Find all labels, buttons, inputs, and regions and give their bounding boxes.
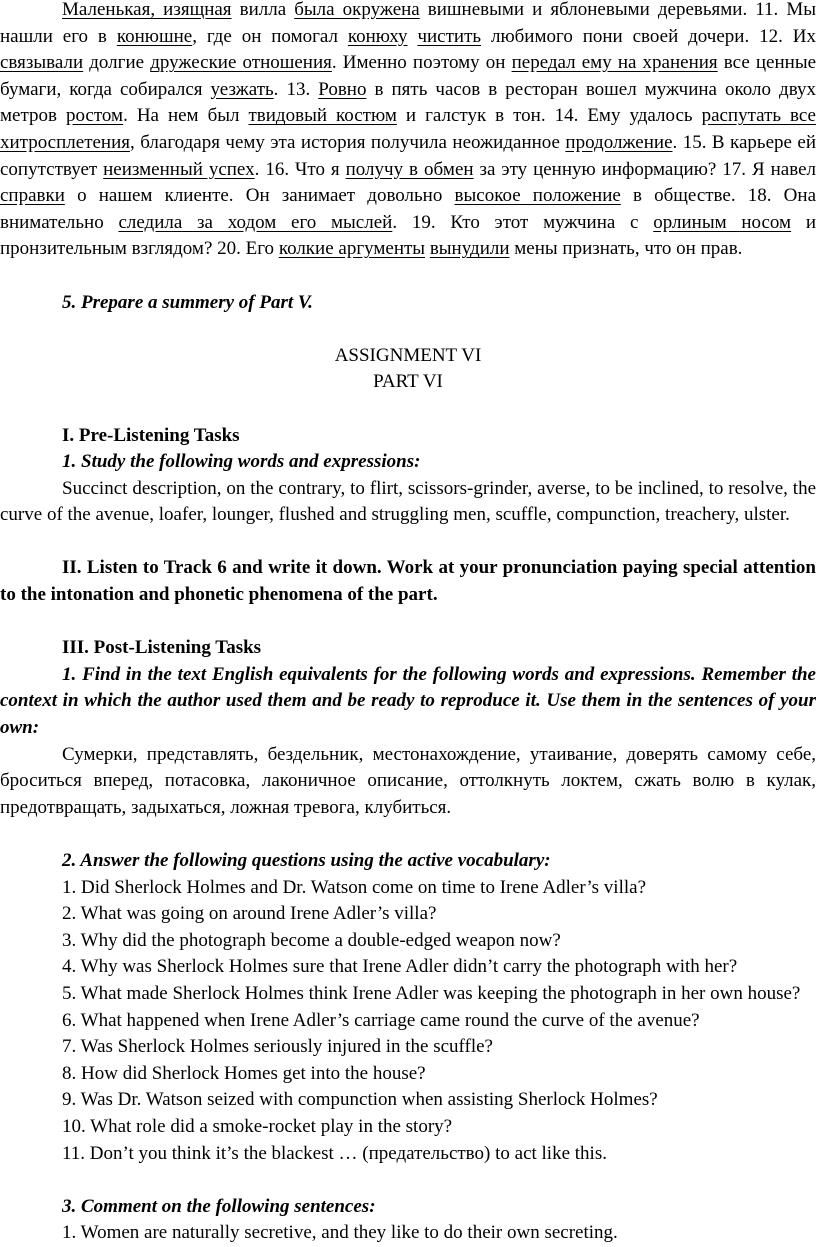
pre-listening-heading: I. Pre-Listening Tasks <box>62 424 240 446</box>
post-listening-task2-title: 2. Answer the following questions using the active vocabulary: <box>62 850 551 871</box>
post-listening-task1-title: 1. Find in the text English equivalents for the following words and expressions. Remember the context in which the author used them and be ready to reproduce it. Use them in the sentences of your own: <box>0 663 816 739</box>
question-item: 5. What made Sherlock Holmes think Irene Adler was keeping the photograph in her own house? <box>62 982 801 1004</box>
listening-heading: II. Listen to Track 6 and write it down. Work at your pronunciation paying special attention to the intonation and phonetic phenomena of the part. <box>0 557 816 606</box>
question-item: 11. Don’t you think it’s the blackest … (предательство) to act like this. <box>62 1142 607 1164</box>
underlined-phrase: получу в обмен <box>345 158 474 180</box>
plain-text: любимого пони своей дочери. 12. Их <box>481 25 816 47</box>
post-listening-heading: III. Post-Listening Tasks <box>62 637 262 659</box>
underlined-phrase: передал ему на хранения <box>511 52 718 74</box>
plain-text: вилла <box>231 0 295 20</box>
underlined-phrase: связывали <box>0 52 84 74</box>
question-item: 4. Why was Sherlock Holmes sure that Irene Adler didn’t carry the photograph with her? <box>62 956 738 978</box>
plain-text: все ценные бумаги, когда собирался <box>0 52 816 100</box>
question-item: 1. Did Sherlock Holmes and Dr. Watson come on time to Irene Adler’s villa? <box>62 876 647 898</box>
plain-text: . Именно поэтому он <box>331 52 512 74</box>
comment-sentence: 1. Women are naturally secretive, and they like to do their own secreting. <box>62 1222 618 1244</box>
question-item: 9. Was Dr. Watson seized with compunction when assisting Sherlock Holmes? <box>62 1089 658 1111</box>
part-title: PART VI <box>373 371 443 393</box>
plain-text: и галстук в тон. 14. Ему удалось <box>396 105 702 127</box>
question-item: 10. What role did a smoke-rocket play in the story? <box>62 1115 453 1137</box>
plain-text: вишневыми и яблоневыми деревьями. 11. Мы нашли его в <box>0 0 816 47</box>
underlined-phrase: орлиным носом <box>653 211 792 233</box>
questions-list <box>0 875 816 1168</box>
underlined-phrase: неизменный успех <box>103 158 255 180</box>
plain-text: и пронзительным взглядом? 20. Его <box>0 211 816 260</box>
underlined-phrase: высокое положение <box>454 185 621 207</box>
underlined-phrase: вынудили <box>429 238 510 260</box>
underlined-phrase: колкие аргументы <box>278 238 426 260</box>
plain-text: долгие <box>83 52 151 74</box>
question-item: 2. What was going on around Irene Adler’s villa? <box>62 903 437 925</box>
post-listening-task3-title: 3. Comment on the following sentences: <box>62 1195 376 1217</box>
underlined-phrase: была окружена <box>294 0 420 20</box>
plain-text: мены признать, что он прав. <box>509 238 743 260</box>
underlined-phrase: твидовый костюм <box>248 105 397 127</box>
plain-text: . 15. В карьере ей сопутствует <box>0 131 816 180</box>
underlined-phrase: ростом <box>65 105 124 127</box>
plain-text: о нашем клиенте. Он занимает довольно <box>64 185 455 207</box>
underlined-phrase: Ровно <box>318 78 367 100</box>
underlined-phrase: распутать все хитросплетения <box>0 105 816 153</box>
post-listening-word-list: Сумерки, представлять, бездельник, местонахождение, утаивание, доверять самому себе, броситься вперед, потасовка, лаконичное описание, оттолкнуть локтем, сжать волю в кулак, предотвращать, задыхаться, ложная тревога, клубиться. <box>0 743 816 818</box>
underlined-phrase: чистить <box>417 25 482 47</box>
pre-listening-task1-title: 1. Study the following words and expressions: <box>62 451 421 473</box>
plain-text: в обществе. 18. Она внимательно <box>0 185 816 233</box>
summary-task: 5. Prepare a summery of Part V. <box>62 291 313 313</box>
question-item: 7. Was Sherlock Holmes seriously injured in the scuffle? <box>62 1036 493 1058</box>
plain-text: . 16. Что я <box>254 158 346 180</box>
underlined-phrase: конюху <box>347 25 408 47</box>
plain-text: в пять часов в ресторан вошел мужчина около двух метров <box>0 78 816 127</box>
underlined-phrase: конюшне <box>116 25 193 47</box>
question-item: 3. Why did the photograph become a double-edged weapon now? <box>62 929 561 951</box>
question-item: 6. What happened when Irene Adler’s carriage came round the curve of the avenue? <box>62 1009 700 1031</box>
underlined-phrase: следила за ходом его мыслей <box>118 211 393 233</box>
plain-text <box>408 26 418 47</box>
underlined-phrase: продолжение <box>565 131 673 153</box>
underlined-phrase: Маленькая, изящная <box>62 0 232 20</box>
underlined-phrase: справки <box>0 185 65 207</box>
plain-text: , благодаря чему эта история получила неожиданное <box>130 131 566 153</box>
plain-text: за эту ценную информацию? 17. Я навел <box>473 158 816 180</box>
plain-text: . 13. <box>273 78 319 100</box>
question-item: 8. How did Sherlock Homes get into the house? <box>62 1062 426 1084</box>
plain-text: , где он помогал <box>192 25 348 47</box>
plain-text: . 19. Кто этот мужчина с <box>392 211 654 233</box>
pre-listening-word-list: Succinct description, on the contrary, to flirt, scissors-grinder, averse, to be inclined, to resolve, the curve of the avenue, loafer, lounger, flushed and struggling men, scuffle, compunction, treachery, ulster. <box>0 477 816 526</box>
plain-text: . На нем был <box>123 105 249 127</box>
underlined-phrase: дружеские отношения <box>150 52 332 74</box>
underlined-phrase: уезжать <box>210 78 274 100</box>
assignment-title: ASSIGNMENT VI <box>334 344 482 366</box>
russian-sentences-paragraph <box>0 0 816 263</box>
